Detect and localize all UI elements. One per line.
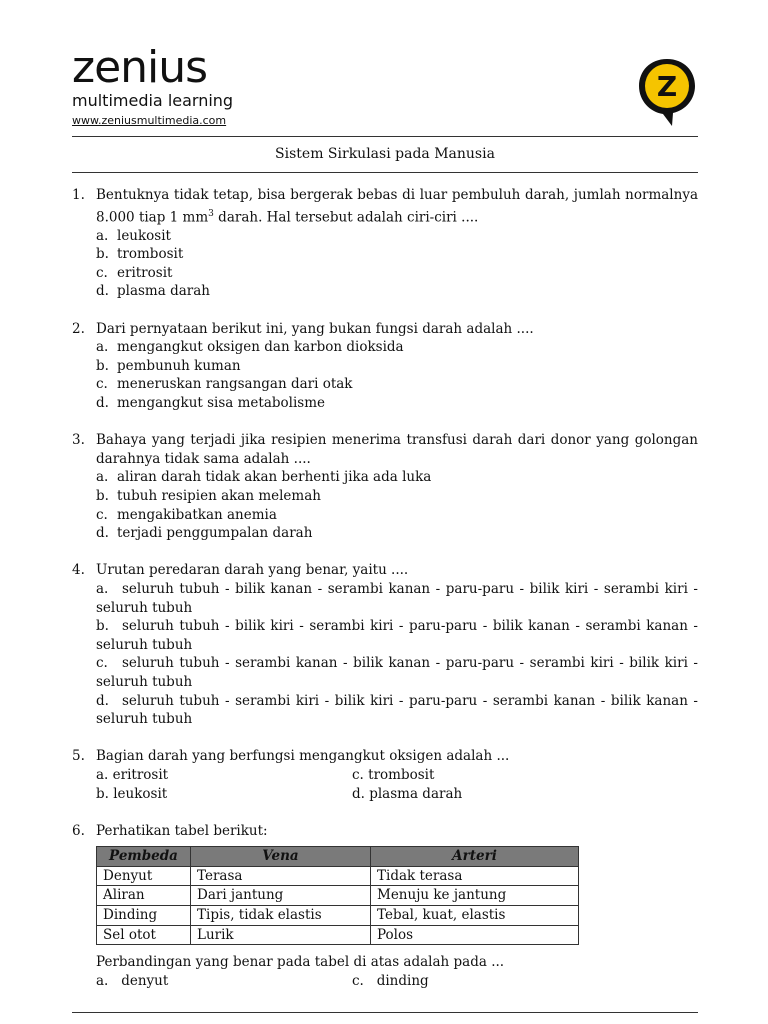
- table-cell: Sel otot: [97, 925, 191, 945]
- option-d[interactable]: d. plasma darah: [352, 785, 463, 802]
- option-c[interactable]: c. dinding: [352, 972, 429, 989]
- question-number: 5.: [72, 748, 85, 765]
- option-d[interactable]: d. terjadi penggumpalan darah: [96, 525, 313, 542]
- table-cell: Lurik: [191, 925, 371, 945]
- question-number: 1.: [72, 187, 85, 203]
- question-3: [72, 431, 698, 543]
- question-6: [72, 822, 698, 991]
- option-c[interactable]: c. seluruh tubuh - serambi kanan - bilik kanan - paru-paru - serambi kiri - bilik kiri - seluruh tubuh: [96, 655, 698, 690]
- option-b[interactable]: b. tubuh resipien akan melemah: [96, 488, 321, 504]
- question-5: [72, 747, 698, 803]
- footer-divider: [72, 1012, 698, 1013]
- table-header: Vena: [191, 847, 371, 867]
- brand-tagline: multimedia learning: [72, 91, 234, 110]
- question-text: Bagian darah yang berfungsi mengangkut oksigen adalah ...: [96, 748, 510, 765]
- question-number: 2.: [72, 320, 85, 337]
- table-cell: Menuju ke jantung: [371, 886, 579, 906]
- option-a[interactable]: a. mengangkut oksigen dan karbon dioksida: [96, 339, 404, 356]
- table-header: Arteri: [371, 847, 579, 867]
- option-c[interactable]: c. mengakibatkan anemia: [96, 506, 277, 523]
- option-b[interactable]: b. leukosit: [96, 785, 168, 802]
- table-row: [97, 886, 579, 906]
- option-b[interactable]: b. trombosit: [96, 246, 184, 263]
- question-number: 3.: [72, 432, 85, 449]
- table-row: [97, 906, 579, 926]
- table-cell: Polos: [371, 925, 579, 945]
- option-d[interactable]: d. mengangkut sisa metabolisme: [96, 395, 326, 412]
- question-text: Bentuknya tidak tetap, bisa bergerak bebas di luar pembuluh darah, jumlah normalnya 8.000 tiap 1 $mm^3$ darah. Hal tersebut adalah ciri-ciri ....: [96, 187, 698, 226]
- table-cell: Tebal, kuat, elastis: [371, 906, 579, 926]
- comparison-table: [96, 846, 579, 945]
- option-a[interactable]: a. denyut: [96, 972, 169, 989]
- question-text: Perhatikan tabel berikut:: [96, 822, 268, 839]
- header-divider: [72, 136, 698, 137]
- zenius-logo-icon: [636, 56, 698, 128]
- website-link[interactable]: www.zeniusmultimedia.com: [72, 114, 227, 127]
- page-header: [72, 42, 698, 136]
- question-number: 6.: [72, 822, 85, 839]
- table-cell: Aliran: [97, 886, 191, 906]
- table-cell: Tidak terasa: [371, 866, 579, 886]
- table-cell: Tipis, tidak elastis: [191, 906, 371, 926]
- page-title: Sistem Sirkulasi pada Manusia: [275, 146, 495, 162]
- option-b[interactable]: b. pembunuh kuman: [96, 357, 241, 374]
- option-d[interactable]: d. plasma darah: [96, 283, 210, 300]
- table-row: [97, 866, 579, 886]
- question-number: 4.: [72, 562, 85, 579]
- question-1: [72, 186, 698, 301]
- table-cell: Dinding: [97, 906, 191, 926]
- question-text: Bahaya yang terjadi jika resipien menerima transfusi darah dari donor yang golongan darahnya tidak sama adalah ....: [96, 432, 698, 467]
- option-a[interactable]: a. seluruh tubuh - bilik kanan - serambi kanan - paru-paru - bilik kiri - serambi kiri - seluruh tubuh: [96, 580, 698, 616]
- question-list: [72, 186, 698, 1009]
- option-c[interactable]: c. meneruskan rangsangan dari otak: [96, 376, 353, 393]
- question-text: Dari pernyataan berikut ini, yang bukan fungsi darah adalah ....: [96, 320, 534, 337]
- followup-text: Perbandingan yang benar pada tabel di atas adalah pada ...: [96, 954, 505, 971]
- option-a[interactable]: a. leukosit: [96, 227, 171, 244]
- option-b[interactable]: b. seluruh tubuh - bilik kiri - serambi kiri - paru-paru - bilik kanan - serambi kanan - seluruh tubuh: [96, 618, 698, 653]
- option-c[interactable]: c. trombosit: [352, 766, 435, 783]
- table-cell: Terasa: [191, 866, 371, 886]
- question-text: Urutan peredaran darah yang benar, yaitu ....: [96, 562, 409, 579]
- table-cell: Dari jantung: [191, 886, 371, 906]
- title-divider: [72, 172, 698, 173]
- question-2: [72, 320, 698, 413]
- table-header: Pembeda: [97, 847, 191, 867]
- question-4: [72, 561, 698, 728]
- option-c[interactable]: c. eritrosit: [96, 264, 173, 281]
- option-a[interactable]: a. aliran darah tidak akan berhenti jika ada luka: [96, 469, 432, 486]
- logo-letter: Z: [656, 70, 678, 103]
- table-cell: Denyut: [97, 866, 191, 886]
- option-a[interactable]: a. eritrosit: [96, 766, 169, 783]
- table-header-row: [97, 847, 579, 867]
- table-row: [97, 925, 579, 945]
- option-d[interactable]: d. seluruh tubuh - serambi kiri - bilik kiri - paru-paru - serambi kanan - bilik kanan - seluruh tubuh: [96, 692, 698, 728]
- brand-name: zenius: [72, 42, 208, 93]
